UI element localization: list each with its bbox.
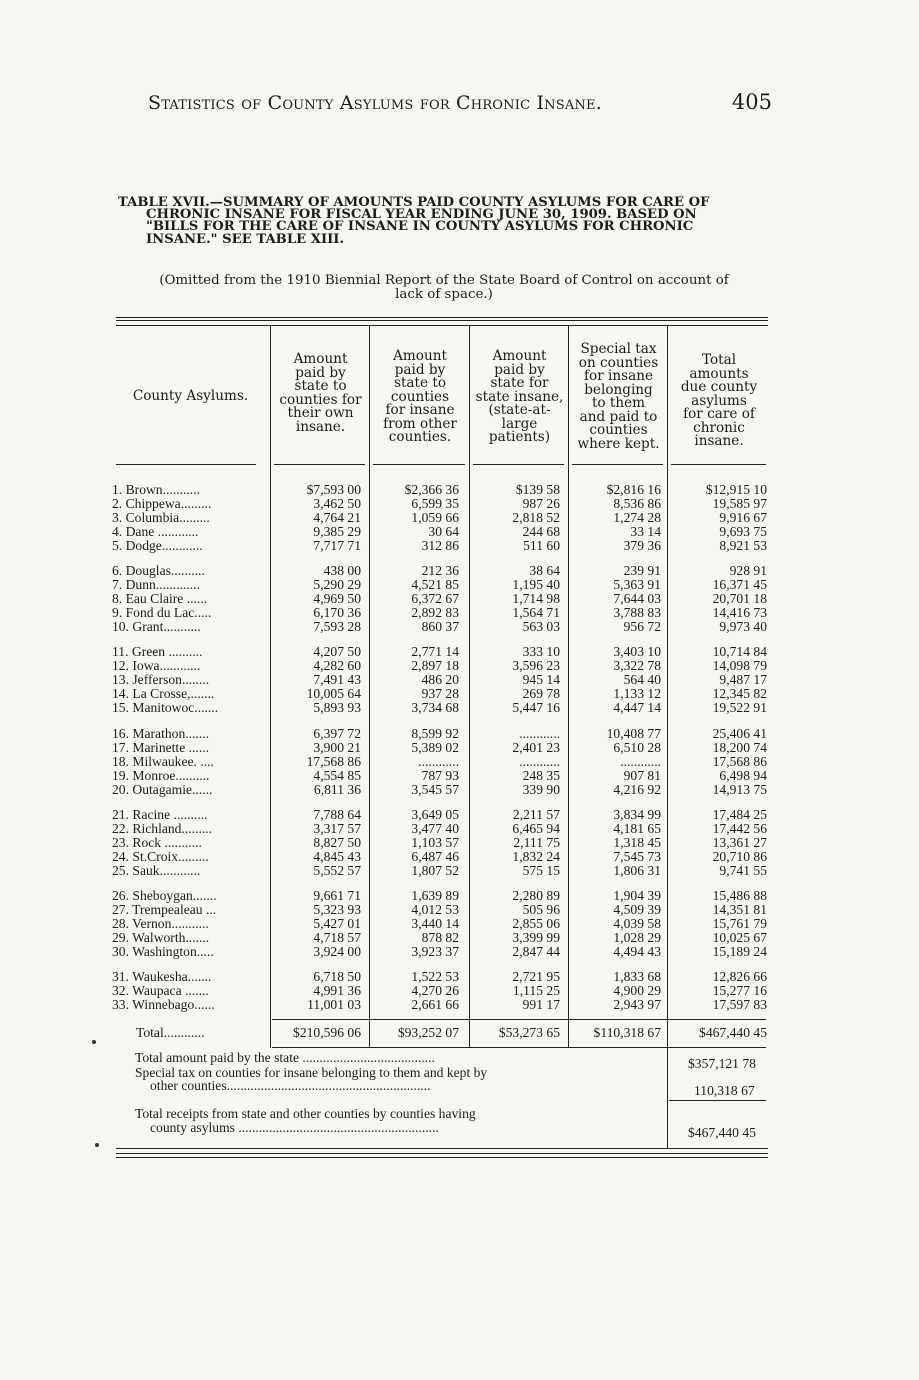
top-rule [116, 320, 768, 321]
column-header-line: state to [294, 378, 347, 394]
amount-cell: 2,661 66 [411, 997, 459, 1012]
column-header-line: to them [591, 395, 646, 411]
total-cell: $53,273 65 [498, 1025, 560, 1040]
county-name: 31. Waukesha....... [112, 969, 212, 984]
summary-special-tax-label: other counties............................................................ [150, 1078, 431, 1093]
amount-cell: 1,028 29 [613, 930, 661, 945]
column-header-line: Special tax [580, 341, 657, 357]
county-name: 22. Richland......... [112, 821, 213, 836]
amount-cell: 505 96 [522, 902, 560, 917]
column-header-line: for insane [583, 368, 654, 384]
column-header-line: (state-at- [488, 402, 551, 418]
column-header-line: state for [490, 375, 549, 391]
amount-cell: 15,189 24 [712, 944, 767, 959]
county-name: 26. Sheboygan....... [112, 888, 217, 903]
caption-line: "BILLS FOR THE CARE OF INSANE IN COUNTY ASYLUMS FOR CHRONIC [146, 219, 694, 235]
amount-cell: 9,916 67 [719, 510, 767, 525]
amount-cell: 4,969 50 [313, 591, 361, 606]
amount-cell: 4,447 14 [613, 700, 661, 715]
amount-cell: $139 58 [515, 482, 560, 497]
county-name: 30. Washington..... [112, 944, 214, 959]
amount-cell: 3,322 78 [613, 658, 661, 673]
bottom-rule [116, 1153, 768, 1154]
amount-cell: 5,389 02 [411, 740, 459, 755]
county-name: 27. Trempealeau ... [112, 902, 217, 917]
column-header [118, 390, 263, 404]
amount-cell: 4,900 29 [613, 983, 661, 998]
column-header-line: counties [589, 422, 648, 438]
amount-cell: 379 36 [623, 538, 661, 553]
county-name: 32. Waupaca ....... [112, 983, 209, 998]
county-name: 3. Columbia......... [112, 510, 210, 525]
column-header-line: counties. [388, 429, 452, 445]
amount-cell: 10,408 77 [606, 726, 661, 741]
column-header-line: where kept. [577, 435, 660, 452]
amount-cell: 987 26 [522, 496, 560, 511]
amount-cell: 1,564 71 [512, 605, 560, 620]
summary-special-tax-value: 110,318 67 [694, 1083, 755, 1098]
amount-cell: 945 14 [522, 672, 560, 687]
amount-cell: 6,487 46 [411, 849, 459, 864]
amount-cell: $7,593 00 [306, 482, 361, 497]
column-header-line: paid by [494, 361, 545, 378]
amount-cell: 4,494 43 [613, 944, 661, 959]
county-name: 19. Monroe.......... [112, 768, 210, 783]
county-name: 13. Jefferson........ [112, 672, 210, 687]
amount-cell: 38 64 [529, 563, 560, 578]
header-underline [116, 464, 256, 465]
column-header-line: counties [390, 388, 450, 405]
amount-cell: 6,372 67 [411, 591, 459, 606]
amount-cell: 2,111 75 [513, 835, 560, 850]
amount-cell: 511 60 [523, 538, 560, 553]
amount-cell: 7,788 64 [313, 807, 361, 822]
caption-line: CHRONIC INSANE FOR FISCAL YEAR ENDING JUNE 30, 1909. BASED ON [146, 207, 697, 223]
amount-cell: 1,195 40 [512, 577, 560, 592]
county-name: 15. Manitowoc....... [112, 700, 219, 715]
page-title: Statistics of County Asylums for Chronic Insane. [148, 92, 602, 114]
county-name: 2. Chippewa......... [112, 496, 212, 511]
amount-cell: 3,399 99 [512, 930, 560, 945]
summary-rule [669, 1100, 766, 1101]
amount-cell: 3,900 21 [313, 740, 361, 755]
amount-cell: 1,274 28 [613, 510, 661, 525]
top-rule [116, 325, 768, 326]
summary-special-tax-label: Special tax on counties for insane belonging to them and kept by [135, 1065, 488, 1080]
summary-paid-by-state-value: $357,121 78 [688, 1056, 756, 1071]
amount-cell: 6,599 35 [411, 496, 459, 511]
amount-cell: $2,366 36 [404, 482, 459, 497]
column-divider [369, 326, 370, 1048]
column-header-line: patients) [488, 429, 551, 445]
county-name: 18. Milwaukee. .... [112, 754, 214, 769]
amount-cell: 9,487 17 [719, 672, 767, 687]
amount-cell: 1,806 31 [613, 863, 661, 878]
amount-cell: 1,639 89 [411, 888, 459, 903]
amount-cell: 3,596 23 [512, 658, 560, 673]
county-name: 14. La Crosse,....... [112, 686, 215, 701]
amount-cell: 2,211 57 [512, 807, 560, 822]
amount-cell: 2,897 18 [411, 658, 459, 673]
amount-cell: 1,133 12 [613, 686, 661, 701]
amount-cell: 17,597 83 [712, 997, 767, 1012]
amount-cell: 6,718 50 [313, 969, 361, 984]
amount-cell: 438 00 [323, 563, 361, 578]
bullet-mark [92, 1040, 96, 1044]
total-cell: $110,318 67 [593, 1025, 661, 1040]
amount-cell: 7,717 71 [313, 538, 361, 553]
amount-cell: 7,644 03 [613, 591, 661, 606]
column-header-line: on counties [578, 354, 659, 371]
amount-cell: 2,771 14 [411, 644, 459, 659]
summary-paid-by-state-label: Total amount paid by the state ....................................... [135, 1050, 435, 1065]
column-header [371, 350, 469, 445]
amount-cell: 17,568 86 [712, 754, 767, 769]
amount-cell: 8,921 53 [719, 538, 767, 553]
amount-cell: 6,510 28 [613, 740, 661, 755]
amount-cell: 7,593 28 [313, 619, 361, 634]
top-rule [116, 317, 768, 318]
amount-cell: 486 20 [421, 672, 459, 687]
amount-cell: 15,486 88 [712, 888, 767, 903]
amount-cell: 4,282 60 [313, 658, 361, 673]
county-name: 4. Dane ............ [112, 524, 199, 539]
total-cell: $467,440 45 [699, 1025, 767, 1040]
county-name: 1. Brown........... [112, 482, 200, 497]
amount-cell: 4,216 92 [613, 782, 661, 797]
amount-cell: 1,318 45 [613, 835, 661, 850]
amount-cell: 15,761 79 [712, 916, 767, 931]
column-header-line: amounts [689, 365, 749, 382]
amount-cell: 6,170 36 [313, 605, 361, 620]
amount-cell: 18,200 74 [712, 740, 767, 755]
omission-note [116, 274, 772, 302]
total-rule [272, 1047, 766, 1048]
amount-cell: 17,568 86 [306, 754, 361, 769]
column-divider [568, 326, 569, 1048]
amount-cell: 16,371 45 [712, 577, 767, 592]
summary-total-receipts-label: Total receipts from state and other counties by counties having [135, 1106, 476, 1121]
amount-cell: 3,477 40 [411, 821, 459, 836]
amount-cell: 6,811 36 [313, 782, 361, 797]
amount-cell: ............ [418, 754, 459, 769]
bottom-rule [116, 1148, 768, 1149]
amount-cell: 907 81 [623, 768, 661, 783]
amount-cell: ............ [620, 754, 661, 769]
column-header-line: asylums [691, 392, 747, 409]
amount-cell: 563 03 [522, 619, 560, 634]
amount-cell: 564 40 [623, 672, 661, 687]
amount-cell: 2,892 83 [411, 605, 459, 620]
amount-cell: 3,317 57 [313, 821, 361, 836]
amount-cell: 239 91 [623, 563, 661, 578]
amount-cell: 5,363 91 [613, 577, 661, 592]
table-caption [118, 197, 770, 246]
amount-cell: 19,522 91 [712, 700, 767, 715]
amount-cell: 5,323 93 [313, 902, 361, 917]
header-underline [473, 464, 564, 465]
amount-cell: 5,427 01 [313, 916, 361, 931]
amount-cell: 575 15 [522, 863, 560, 878]
header-underline [373, 464, 465, 465]
amount-cell: 9,741 55 [719, 863, 767, 878]
header-underline [274, 464, 365, 465]
amount-cell: 33 14 [630, 524, 661, 539]
amount-cell: 12,826 66 [712, 969, 767, 984]
county-name: 10. Grant........... [112, 619, 201, 634]
county-name: 33. Winnebago...... [112, 997, 215, 1012]
bullet-mark [95, 1143, 99, 1147]
amount-cell: 3,734 68 [411, 700, 459, 715]
amount-cell: ............ [519, 726, 560, 741]
county-name: 24. St.Croix......... [112, 849, 209, 864]
column-header-line: Amount [293, 351, 348, 367]
bottom-rule [116, 1157, 768, 1158]
column-header-line: for care of [683, 406, 755, 422]
amount-cell: 5,893 93 [313, 700, 361, 715]
amount-cell: 269 78 [522, 686, 560, 701]
total-cell: $210,596 06 [293, 1025, 361, 1040]
amount-cell: 333 10 [522, 644, 560, 659]
amount-cell: 14,913 75 [712, 782, 767, 797]
amount-cell: 8,599 92 [411, 726, 459, 741]
amount-cell: 928 91 [729, 563, 767, 578]
amount-cell: 15,277 16 [712, 983, 767, 998]
column-header [272, 353, 369, 434]
amount-cell: 937 28 [421, 686, 459, 701]
amount-cell: 2,943 97 [613, 997, 661, 1012]
amount-cell: 3,834 99 [613, 807, 661, 822]
amount-cell: 30 64 [428, 524, 459, 539]
column-header-line: insane. [694, 433, 744, 449]
amount-cell: 4,207 50 [313, 644, 361, 659]
amount-cell: 6,397 72 [313, 726, 361, 741]
amount-cell: 1,103 57 [411, 835, 459, 850]
column-header-line: from other [383, 415, 457, 432]
amount-cell: 3,923 37 [411, 944, 459, 959]
amount-cell: 9,973 40 [719, 619, 767, 634]
amount-cell: 312 86 [421, 538, 459, 553]
page-number: 405 [731, 90, 772, 114]
amount-cell: 2,855 06 [512, 916, 560, 931]
amount-cell: 20,710 86 [712, 849, 767, 864]
amount-cell: 10,005 64 [306, 686, 361, 701]
amount-cell: 1,832 24 [512, 849, 560, 864]
amount-cell: 25,406 41 [712, 726, 767, 741]
column-header-line: Amount [492, 348, 547, 364]
column-header-line: paid by [295, 364, 346, 381]
amount-cell: 14,098 79 [712, 658, 767, 673]
amount-cell: $2,816 16 [606, 482, 661, 497]
amount-cell: 2,847 44 [512, 944, 560, 959]
column-header-line: for insane [385, 402, 455, 418]
county-name: 21. Racine .......... [112, 807, 208, 822]
column-header-line: counties for [279, 391, 362, 408]
county-name: 11. Green .......... [112, 644, 203, 659]
summary-total-receipts-label: county asylums ........................................................... [150, 1120, 439, 1135]
amount-cell: 8,536 86 [613, 496, 661, 511]
amount-cell: 14,351 81 [712, 902, 767, 917]
amount-cell: 3,462 50 [313, 496, 361, 511]
amount-cell: 3,788 83 [613, 605, 661, 620]
amount-cell: 3,649 05 [411, 807, 459, 822]
amount-cell: 19,585 97 [712, 496, 767, 511]
column-header-line: Amount [393, 348, 447, 364]
column-header-line: chronic [693, 419, 745, 436]
column-header-line: belonging [584, 381, 653, 398]
amount-cell: 4,039 58 [613, 916, 661, 931]
amount-cell: 248 35 [522, 768, 560, 783]
county-name: 8. Eau Claire ...... [112, 591, 208, 606]
amount-cell: 4,845 43 [313, 849, 361, 864]
note-line: (Omitted from the 1910 Biennial Report of the State Board of Control on account of [159, 273, 729, 288]
amount-cell: 12,345 82 [712, 686, 767, 701]
amount-cell: 10,714 84 [712, 644, 767, 659]
county-name: 17. Marinette ...... [112, 740, 210, 755]
column-header [669, 354, 769, 449]
amount-cell: 1,059 66 [411, 510, 459, 525]
amount-cell: 2,818 52 [512, 510, 560, 525]
amount-cell: 956 72 [623, 619, 661, 634]
amount-cell: 6,465 94 [512, 821, 560, 836]
amount-cell: 9,661 71 [313, 888, 361, 903]
county-name: 7. Dunn............. [112, 577, 200, 592]
county-name: 29. Walworth....... [112, 930, 210, 945]
amount-cell: 13,361 27 [712, 835, 767, 850]
amount-cell: 2,280 89 [512, 888, 560, 903]
column-header-line: County Asylums. [132, 388, 249, 404]
amount-cell: 212 36 [421, 563, 459, 578]
amount-cell: 5,552 57 [313, 863, 361, 878]
amount-cell: 2,401 23 [512, 740, 560, 755]
amount-cell: 3,440 14 [411, 916, 459, 931]
amount-cell: 244 68 [522, 524, 560, 539]
amount-cell: 9,385 29 [313, 524, 361, 539]
county-name: 9. Fond du Lac..... [112, 605, 212, 620]
column-divider [469, 326, 470, 1048]
amount-cell: $12,915 10 [705, 482, 767, 497]
amount-cell: 1,714 98 [512, 591, 560, 606]
county-name: 16. Marathon....... [112, 726, 210, 741]
county-name: 12. Iowa............ [112, 658, 201, 673]
summary-total-receipts-value: $467,440 45 [688, 1125, 756, 1140]
amount-cell: 6,498 94 [719, 768, 767, 783]
column-header-line: their own [287, 405, 354, 421]
note-line: lack of space.) [395, 287, 493, 302]
column-header-line: state insane, [475, 388, 564, 405]
county-name: 25. Sauk............ [112, 863, 201, 878]
column-header-line: insane. [295, 418, 346, 435]
amount-cell: 3,924 00 [313, 944, 361, 959]
total-rule [272, 1019, 766, 1020]
amount-cell: 4,991 36 [313, 983, 361, 998]
column-header-line: and paid to [579, 408, 658, 425]
amount-cell: 10,025 67 [712, 930, 767, 945]
header-underline [572, 464, 663, 465]
column-header-line: Total [701, 352, 737, 368]
amount-cell: 878 82 [421, 930, 459, 945]
amount-cell: 3,545 57 [411, 782, 459, 797]
amount-cell: 5,447 16 [512, 700, 560, 715]
column-header-line: paid by [394, 361, 446, 378]
amount-cell: 339 90 [522, 782, 560, 797]
county-name: 5. Dodge............ [112, 538, 203, 553]
amount-cell: 9,693 75 [719, 524, 767, 539]
amount-cell: 860 37 [421, 619, 459, 634]
amount-cell: 8,827 50 [313, 835, 361, 850]
amount-cell: 4,509 39 [613, 902, 661, 917]
amount-cell: 5,290 29 [313, 577, 361, 592]
amount-cell: ............ [519, 754, 560, 769]
amount-cell: 1,904 39 [613, 888, 661, 903]
caption-line: TABLE XVII.—SUMMARY OF AMOUNTS PAID COUNTY ASYLUMS FOR CARE OF [118, 195, 710, 210]
county-name: 28. Vernon........... [112, 916, 209, 931]
column-header-line: large [501, 415, 538, 432]
amount-cell: 1,115 25 [512, 983, 560, 998]
amount-cell: 1,807 52 [411, 863, 459, 878]
column-header [471, 350, 568, 445]
total-cell: $93,252 07 [397, 1025, 459, 1040]
amount-cell: 4,012 53 [411, 902, 459, 917]
running-header [148, 90, 772, 118]
amount-cell: 17,442 56 [712, 821, 767, 836]
amount-cell: 4,521 85 [411, 577, 459, 592]
column-divider [667, 326, 668, 1148]
amount-cell: 7,491 43 [313, 672, 361, 687]
amount-cell: 11,001 03 [307, 997, 361, 1012]
column-header-line: state to [393, 375, 447, 391]
amount-cell: 7,545 73 [613, 849, 661, 864]
amount-cell: 1,833 68 [613, 969, 661, 984]
amount-cell: 2,721 95 [512, 969, 560, 984]
amount-cell: 4,270 26 [411, 983, 459, 998]
column-header [570, 343, 667, 451]
total-label: Total............ [136, 1025, 205, 1040]
column-divider [270, 326, 271, 1048]
amount-cell: 14,416 73 [712, 605, 767, 620]
header-underline [671, 464, 766, 465]
amount-cell: 17,484 25 [712, 807, 767, 822]
amount-cell: 4,718 57 [313, 930, 361, 945]
column-header-line: due county [680, 379, 758, 395]
amount-cell: 787 93 [421, 768, 459, 783]
amount-cell: 4,764 21 [313, 510, 361, 525]
amount-cell: 991 17 [522, 997, 560, 1012]
amount-cell: 4,554 85 [313, 768, 361, 783]
county-name: 6. Douglas.......... [112, 563, 205, 578]
amount-cell: 3,403 10 [613, 644, 661, 659]
county-name: 20. Outagamie...... [112, 782, 213, 797]
amount-cell: 20,701 18 [712, 591, 767, 606]
amount-cell: 4,181 65 [613, 821, 661, 836]
amount-cell: 1,522 53 [411, 969, 459, 984]
county-name: 23. Rock ........... [112, 835, 202, 850]
caption-line: INSANE." SEE TABLE XIII. [146, 231, 345, 247]
